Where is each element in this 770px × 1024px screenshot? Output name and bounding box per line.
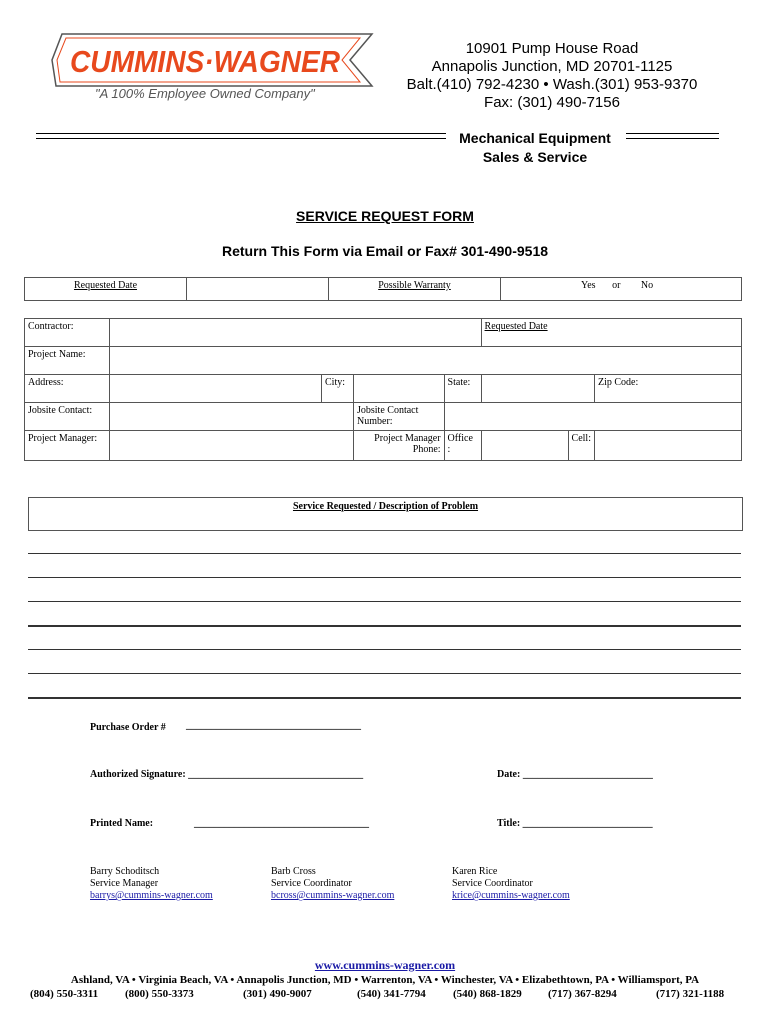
contact-email-link[interactable]: barrys@cummins-wagner.com xyxy=(90,890,213,901)
form-subtitle: Return This Form via Email or Fax# 301-490-9518 xyxy=(221,243,549,259)
office-label xyxy=(444,431,481,461)
jobsite-contact-number-label: Jobsite Contact Number: xyxy=(354,403,445,431)
warranty-yes[interactable]: Yes xyxy=(581,280,596,291)
printed-name-field[interactable]: ___________________________________ xyxy=(194,818,369,829)
possible-warranty-label: Possible Warranty xyxy=(329,278,501,301)
contact-role: Service Manager xyxy=(90,878,159,889)
description-line-5[interactable] xyxy=(28,649,741,650)
form-title: SERVICE REQUEST FORM xyxy=(296,208,474,224)
title-field[interactable]: Title: __________________________ xyxy=(497,818,653,829)
date-warranty-table xyxy=(24,277,742,301)
logo-text: CUMMINS·WAGNER xyxy=(70,44,341,79)
website-link[interactable]: www.cummins-wagner.com xyxy=(314,958,456,972)
requested-date-label: Requested Date xyxy=(25,278,187,301)
address-line-4: Fax: (301) 490-7156 xyxy=(484,94,620,111)
division-line-2: Sales & Service xyxy=(482,149,588,165)
footer-phone: (800) 550-3373 xyxy=(125,988,194,1000)
service-requested-box[interactable] xyxy=(28,497,743,531)
footer-phone: (804) 550-3311 xyxy=(30,988,99,1000)
requested-date-label-2: Requested Date xyxy=(481,319,741,347)
contractor-label: Contractor: xyxy=(25,319,110,347)
city-field[interactable] xyxy=(354,375,445,403)
warranty-options xyxy=(501,278,742,301)
office-text: Office xyxy=(447,433,473,444)
contact-email-link[interactable]: bcross@cummins-wagner.com xyxy=(271,890,395,901)
state-field[interactable] xyxy=(481,375,594,403)
po-field[interactable]: ___________________________________ xyxy=(186,720,361,731)
division-line-1: Mechanical Equipment xyxy=(459,130,611,146)
project-manager-phone-label: Project Manager Phone: xyxy=(354,431,445,461)
jobsite-contact-label: Jobsite Contact: xyxy=(25,403,110,431)
cell-field[interactable] xyxy=(595,431,742,461)
contact-role: Service Coordinator xyxy=(271,878,352,889)
footer-locations: Ashland, VA • Virginia Beach, VA • Annapolis Junction, MD • Warrenton, VA • Winchester, VA • Elizabethtown, PA • Williamsport, PA xyxy=(70,974,700,986)
contact-name: Karen Rice xyxy=(452,866,498,877)
description-line-4[interactable] xyxy=(28,625,741,627)
footer-phone: (540) 341-7794 xyxy=(357,988,426,1000)
footer-phone: (540) 868-1829 xyxy=(453,988,522,1000)
contact-card xyxy=(271,866,394,902)
printed-name-label: Printed Name: xyxy=(90,818,154,829)
company-tagline: "A 100% Employee Owned Company" xyxy=(95,86,315,101)
contact-email-link[interactable]: krice@cummins-wagner.com xyxy=(452,890,570,901)
footer-phone: (301) 490-9007 xyxy=(243,988,312,1000)
zip-label-cell[interactable] xyxy=(595,375,742,403)
project-manager-label: Project Manager: xyxy=(25,431,110,461)
date-field[interactable]: Date: __________________________ xyxy=(497,769,653,780)
description-line-6[interactable] xyxy=(28,673,741,674)
header-rule-left xyxy=(36,133,446,139)
zip-label: Zip Code: xyxy=(598,377,639,388)
service-requested-header: Service Requested / Description of Problem xyxy=(292,501,479,512)
footer-phone: (717) 321-1188 xyxy=(656,988,725,1000)
po-label: Purchase Order # xyxy=(90,722,166,733)
description-line-2[interactable] xyxy=(28,577,741,578)
address-line-2: Annapolis Junction, MD 20701-1125 xyxy=(431,58,673,75)
office-field[interactable] xyxy=(481,431,568,461)
warranty-or: or xyxy=(612,280,621,291)
project-name-field[interactable] xyxy=(110,347,742,375)
footer-phone: (717) 367-8294 xyxy=(548,988,617,1000)
division-block xyxy=(440,129,630,167)
project-manager-field[interactable] xyxy=(110,431,354,461)
address-field[interactable] xyxy=(110,375,322,403)
contact-card xyxy=(452,866,570,902)
contractor-field[interactable] xyxy=(110,319,482,347)
contact-role: Service Coordinator xyxy=(452,878,533,889)
address-label: Address: xyxy=(25,375,110,403)
warranty-no[interactable]: No xyxy=(640,280,654,291)
contact-card xyxy=(90,866,213,902)
description-line-1[interactable] xyxy=(28,553,741,554)
jobsite-contact-number-field[interactable] xyxy=(444,403,741,431)
description-line-7[interactable] xyxy=(28,697,741,699)
state-label: State: xyxy=(444,375,481,403)
header-rule-right xyxy=(626,133,719,139)
cell-label: Cell: xyxy=(568,431,594,461)
project-name-label: Project Name: xyxy=(25,347,110,375)
address-line-3: Balt.(410) 792-4230 • Wash.(301) 953-9370 xyxy=(406,76,698,93)
contact-name: Barry Schoditsch xyxy=(90,866,160,877)
jobsite-contact-field[interactable] xyxy=(110,403,354,431)
address-line-1: 10901 Pump House Road xyxy=(465,40,639,57)
authorized-signature-field[interactable]: Authorized Signature: ___________________________________ xyxy=(90,769,364,780)
description-line-3[interactable] xyxy=(28,601,741,602)
contact-name: Barb Cross xyxy=(271,866,316,877)
office-colon: : xyxy=(447,444,451,455)
project-info-table xyxy=(24,318,742,461)
city-label: City: xyxy=(322,375,354,403)
requested-date-field[interactable] xyxy=(187,278,329,301)
